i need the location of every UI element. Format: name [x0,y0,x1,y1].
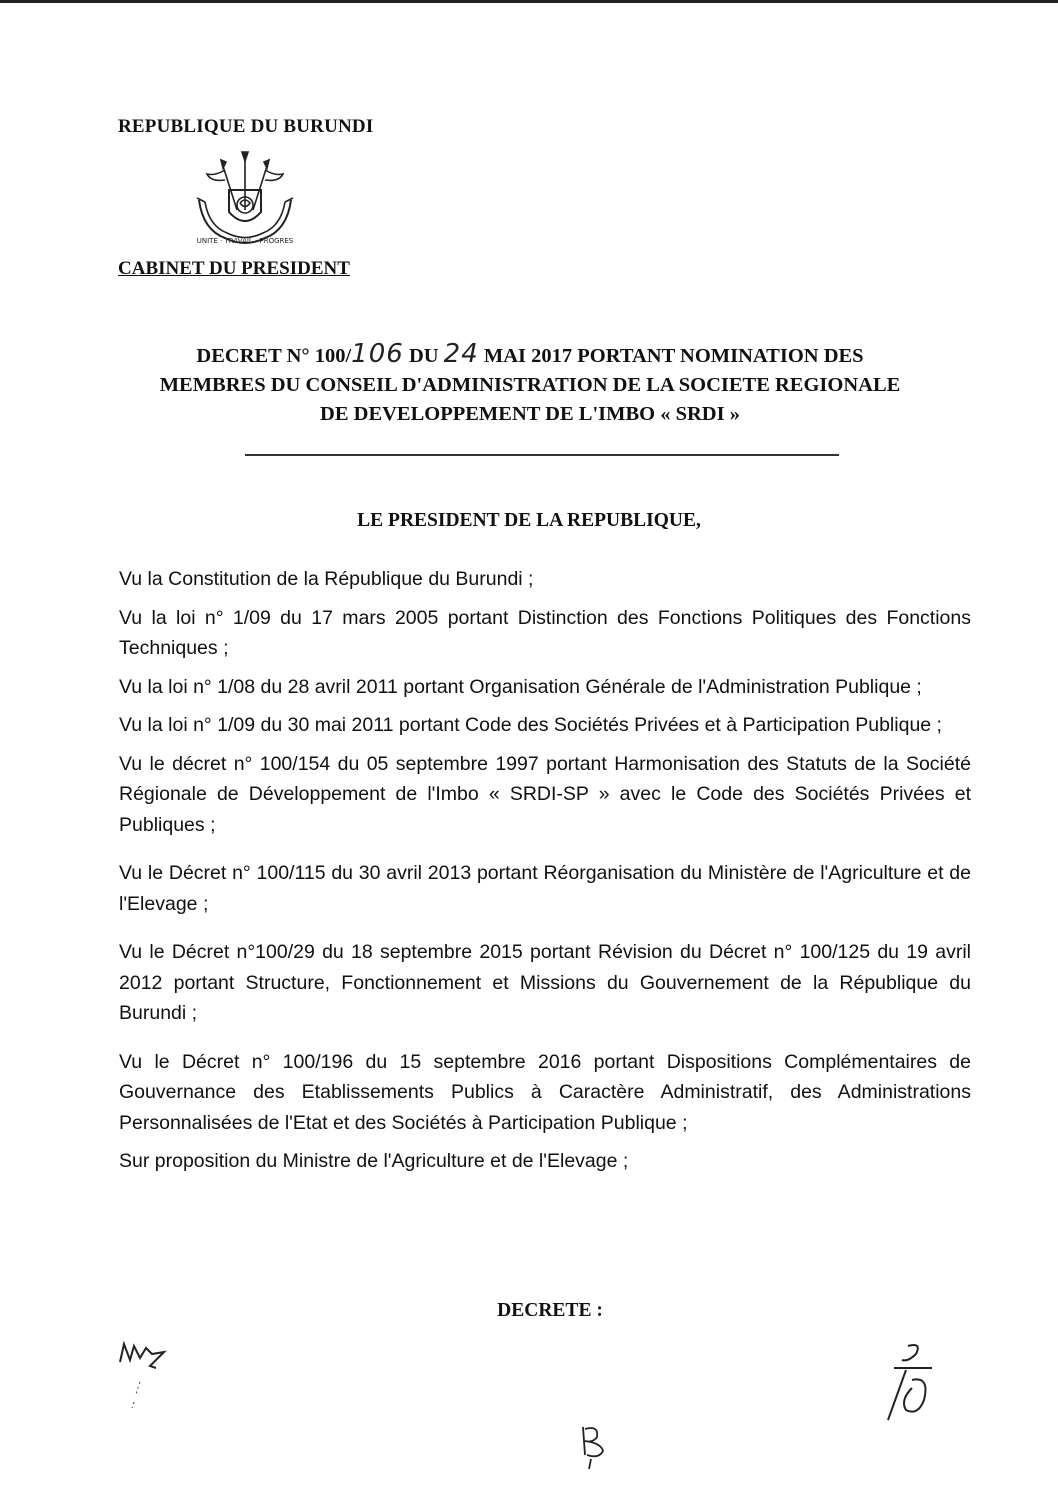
consideration-item: Vu la loi n° 1/09 du 17 mars 2005 portant Distinction des Fonctions Politiques des Fonctions Techniques ; [119,606,971,659]
initials-signature-right-icon [872,1338,962,1428]
initials-signature-center-icon [573,1415,618,1475]
republic-heading: REPUBLIQUE DU BURUNDI [118,116,374,137]
consideration-item: Vu le Décret n° 100/196 du 15 septembre 2016 portant Dispositions Complémentaires de Gouvernance des Etablissements Publics à Caractère Administratif, des Administrations Personnalisées de l'Etat et des Sociétés à Participation Publique ; [119,1050,971,1134]
emblem-motto: UNITE · TRAVAIL · PROGRES [196,237,294,245]
consideration-item: Vu le décret n° 100/154 du 05 septembre 1997 portant Harmonisation des Statuts de la Société Régionale de Développement de l'Imbo « SRDI-SP » avec le Code des Sociétés Privées et Publiques ; [119,752,971,836]
consideration-item: Vu la Constitution de la République du Burundi ; [119,568,534,590]
consideration-item: Vu le Décret n°100/29 du 18 septembre 2015 portant Révision du Décret n° 100/125 du 19 avril 2012 portant Structure, Fonctionnement et Missions du Gouvernement de la République du Burundi ; [119,941,971,1024]
title-divider [245,454,839,456]
consideration-item: Vu la loi n° 1/09 du 30 mai 2011 portant Code des Sociétés Privées et à Participation Publique ; [119,714,942,736]
decrete-heading: DECRETE : [497,1300,603,1321]
burundi-coat-of-arms-icon [185,150,305,258]
decree-number-handwritten: 106 [351,339,404,369]
decree-title-line-3: DE DEVELOPPEMENT DE L'IMBO « SRDI » [320,403,740,425]
decree-title [90,340,970,429]
decree-title-line-2: MEMBRES DU CONSEIL D'ADMINISTRATION DE LA SOCIETE REGIONALE [159,374,901,396]
consideration-item: Vu la loi n° 1/08 du 28 avril 2011 portant Organisation Générale de l'Administration Publique ; [119,675,922,698]
decree-title-line-1 [90,340,970,371]
header-block [118,116,373,138]
consideration-item: Sur proposition du Ministre de l'Agriculture et de l'Elevage ; [119,1150,629,1172]
initials-signature-left-icon [112,1332,182,1412]
president-heading: LE PRESIDENT DE LA REPUBLIQUE, [357,510,701,531]
decree-title-rest: MAI 2017 PORTANT NOMINATION DES [478,345,864,367]
consideration-item: Vu le Décret n° 100/115 du 30 avril 2013 portant Réorganisation du Ministère de l'Agriculture et de l'Elevage ; [119,862,971,915]
decree-number-prefix: DECRET N° 100/ [196,345,352,367]
considerations [119,564,971,1185]
decree-du: DU [403,345,444,367]
scan-top-edge [0,0,1058,3]
decree-day-handwritten: 24 [443,339,479,369]
cabinet-heading: CABINET DU PRESIDENT [118,258,350,279]
